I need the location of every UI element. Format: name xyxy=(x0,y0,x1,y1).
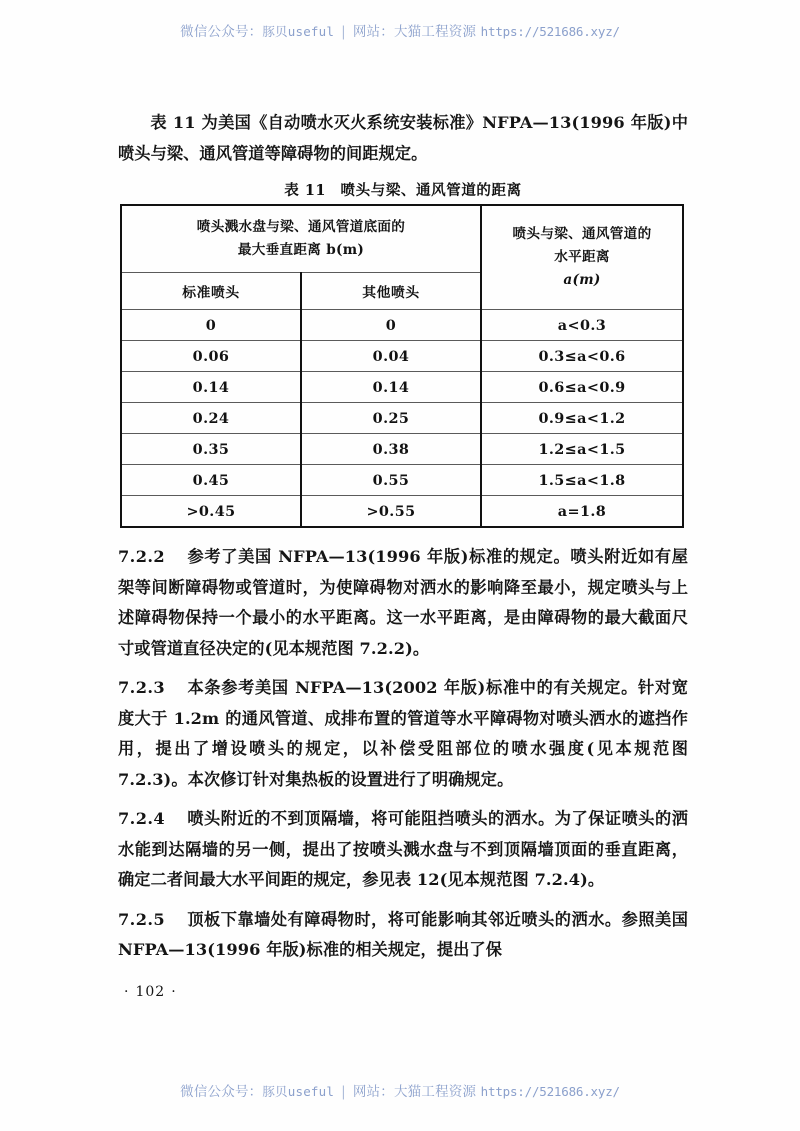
header-horizontal-line3: a(m) xyxy=(563,272,601,288)
table-caption xyxy=(118,179,688,200)
watermark-wechat-name: 豚贝useful xyxy=(262,24,335,39)
section-7-2-3 xyxy=(118,673,688,795)
section-number: 7.2.2 xyxy=(118,547,166,566)
section-text: 参考了美国 NFPA—13(1996 年版)标准的规定。喷头附近如有屋架等间断障碍物或管道时，为使障碍物对洒水的影响降至最小，规定喷头与上述障碍物保持一个最小的水平距离。这一水平距离，是由障碍物的最大截面尺寸或管道直径决定的(见本规范图 7.2.2)。 xyxy=(118,547,688,658)
watermark-site-name: 大猫工程资源 xyxy=(393,1084,477,1100)
folio-page-number: 102 xyxy=(135,984,166,1000)
watermark-separator: | xyxy=(341,1084,346,1100)
table-row xyxy=(121,403,683,434)
page-content xyxy=(118,108,688,975)
watermark-wechat-label: 微信公众号： xyxy=(180,24,263,40)
section-7-2-2 xyxy=(118,542,688,664)
header-standard-sprinkler: 标准喷头 xyxy=(121,273,301,310)
header-horizontal-line2: 水平距离 xyxy=(554,249,610,265)
watermark-site-label: 网站： xyxy=(352,24,394,40)
watermark-site-name: 大猫工程资源 xyxy=(393,24,477,40)
watermark-url: https://521686.xyz/ xyxy=(480,24,620,39)
watermark-wechat-name: 豚贝useful xyxy=(262,1084,335,1099)
watermark-wechat-label: 微信公众号： xyxy=(180,1084,263,1100)
table-caption-title: 喷头与梁、通风管道的距离 xyxy=(340,182,522,199)
section-text: 本条参考美国 NFPA—13(2002 年版)标准中的有关规定。针对宽度大于 1.2m 的通风管道、成排布置的管道等水平障碍物对喷头洒水的遮挡作用，提出了增设喷头的规定，以补偿受阻部位的喷水强度(见本规范图 7.2.3)。本次修订针对集热板的设置进行了明确规定。 xyxy=(118,678,688,789)
header-vertical-line2: 最大垂直距离 b(m) xyxy=(237,242,365,258)
section-text: 喷头附近的不到顶隔墙，将可能阻挡喷头的洒水。为了保证喷头的洒水能到达隔墙的另一侧，提出了按喷头溅水盘与不到顶隔墙顶面的垂直距离，确定二者间最大水平间距的规定，参见表 12(见本规范图 7.2.4)。 xyxy=(118,809,688,889)
header-other-sprinkler: 其他喷头 xyxy=(301,273,481,310)
cell-horizontal: a<0.3 xyxy=(481,310,683,341)
table-row xyxy=(121,341,683,372)
section-number: 7.2.3 xyxy=(118,678,166,697)
table-row xyxy=(121,496,683,528)
cell-other: 0 xyxy=(301,310,481,341)
page-folio xyxy=(118,984,183,1000)
cell-other: 0.14 xyxy=(301,372,481,403)
watermark-separator: | xyxy=(341,24,346,40)
cell-horizontal: 1.2≤a<1.5 xyxy=(481,434,683,465)
table-header-row-group xyxy=(121,205,683,273)
cell-horizontal: a=1.8 xyxy=(481,496,683,528)
cell-other: 0.55 xyxy=(301,465,481,496)
cell-standard: >0.45 xyxy=(121,496,301,528)
header-watermark xyxy=(0,20,800,40)
cell-horizontal: 1.5≤a<1.8 xyxy=(481,465,683,496)
table-caption-number: 表 11 xyxy=(284,182,327,199)
folio-left-dot: · xyxy=(124,984,130,1000)
cell-standard: 0.06 xyxy=(121,341,301,372)
section-7-2-5 xyxy=(118,905,688,966)
watermark-site-label: 网站： xyxy=(352,1084,394,1100)
cell-standard: 0.35 xyxy=(121,434,301,465)
cell-standard: 0.24 xyxy=(121,403,301,434)
cell-standard: 0.14 xyxy=(121,372,301,403)
section-number: 7.2.4 xyxy=(118,809,166,828)
header-vertical-line1: 喷头溅水盘与梁、通风管道底面的 xyxy=(196,219,406,235)
header-horizontal-line1: 喷头与梁、通风管道的 xyxy=(512,226,652,242)
cell-standard: 0 xyxy=(121,310,301,341)
sprinkler-distance-table xyxy=(120,204,684,528)
intro-paragraph: 表 11 为美国《自动喷水灭火系统安装标准》NFPA—13(1996 年版)中喷头与梁、通风管道等障碍物的间距规定。 xyxy=(118,113,688,163)
watermark-url: https://521686.xyz/ xyxy=(480,1084,620,1099)
table-row xyxy=(121,434,683,465)
cell-horizontal: 0.9≤a<1.2 xyxy=(481,403,683,434)
folio-right-dot: · xyxy=(171,984,177,1000)
cell-other: 0.04 xyxy=(301,341,481,372)
cell-horizontal: 0.3≤a<0.6 xyxy=(481,341,683,372)
footer-watermark xyxy=(0,1080,800,1100)
cell-standard: 0.45 xyxy=(121,465,301,496)
cell-other: 0.25 xyxy=(301,403,481,434)
cell-horizontal: 0.6≤a<0.9 xyxy=(481,372,683,403)
table-row xyxy=(121,372,683,403)
table-row xyxy=(121,310,683,341)
section-text: 顶板下靠墙处有障碍物时，将可能影响其邻近喷头的洒水。参照美国 NFPA—13(1996 年版)标准的相关规定，提出了保 xyxy=(118,909,688,959)
header-vertical-distance-group xyxy=(121,205,481,273)
cell-other: >0.55 xyxy=(301,496,481,528)
header-horizontal-distance-group xyxy=(481,205,683,310)
cell-other: 0.38 xyxy=(301,434,481,465)
section-number: 7.2.5 xyxy=(118,909,166,929)
table-row xyxy=(121,465,683,496)
section-7-2-4 xyxy=(118,804,688,896)
